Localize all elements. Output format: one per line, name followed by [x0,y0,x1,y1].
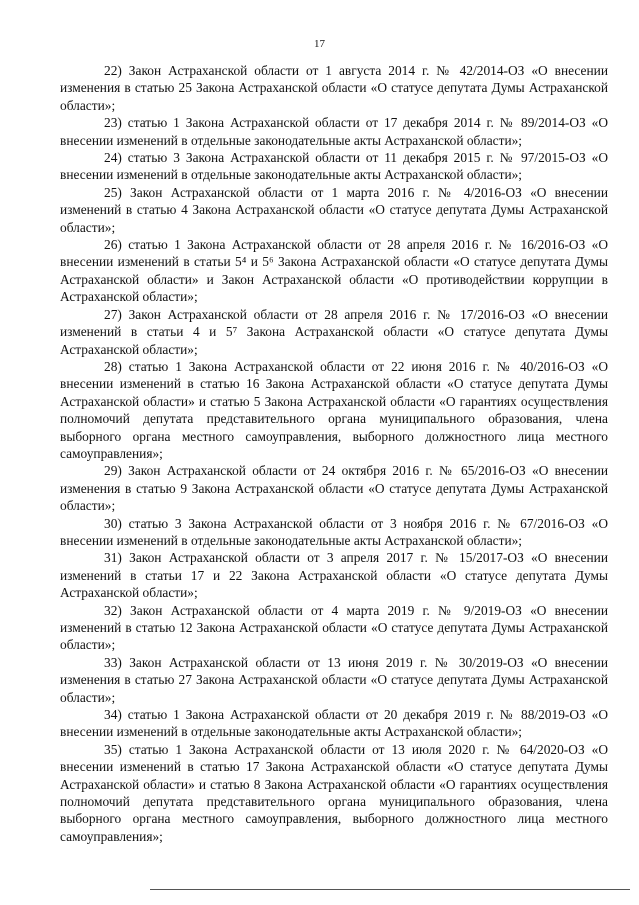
list-item: 35) статью 1 Закона Астраханской области от 13 июля 2020 г. № 64/2020-ОЗ «О внесении изменений в статью 17 Закона Астраханской области «О статусе депутата Думы Астраханской области» и статью 8 Закона Астраханской области «О гарантиях осуществления полномочий депутата представительного органа муниципального образования, члена выборного органа местного самоуправления, выборного должностного лица местного самоуправления»; [60,741,608,844]
list-item: 29) Закон Астраханской области от 24 октября 2016 г. № 65/2016-ОЗ «О внесении изменения в статью 9 Закона Астраханской области «О статусе депутата Думы Астраханской области»; [60,463,608,514]
list-item: 32) Закон Астраханской области от 4 марта 2019 г. № 9/2019-ОЗ «О внесении изменений в статью 12 Закона Астраханской области «О статусе депутата Думы Астраханской области»; [60,602,608,653]
list-item: 27) Закон Астраханской области от 28 апреля 2016 г. № 17/2016-ОЗ «О внесении изменений в статьи 4 и 5⁷ Закона Астраханской области «О статусе депутата Думы Астраханской области»; [60,306,608,357]
list-item: 31) Закон Астраханской области от 3 апреля 2017 г. № 15/2017-ОЗ «О внесении изменений в статьи 17 и 22 Закона Астраханской области «О статусе депутата Думы Астраханской области»; [60,550,608,601]
document-body [60,62,608,845]
list-item: 28) статью 1 Закона Астраханской области от 22 июня 2016 г. № 40/2016-ОЗ «О внесении изменений в статью 16 Закона Астраханской области «О статусе депутата Думы Астраханской области» и статью 5 Закона Астраханской области «О гарантиях осуществления полномочий депутата представительного органа муниципального образования, члена выборного органа местного самоуправления, выборного должностного лица местного самоуправления»; [60,358,608,461]
list-item: 33) Закон Астраханской области от 13 июня 2019 г. № 30/2019-ОЗ «О внесении изменения в статью 27 Закона Астраханской области «О статусе депутата Думы Астраханской области»; [60,654,608,705]
page-number: 17 [314,38,325,50]
list-item: 22) Закон Астраханской области от 1 августа 2014 г. № 42/2014-ОЗ «О внесении изменения в статью 25 Закона Астраханской области «О статусе депутата Думы Астраханской области»; [60,63,608,113]
list-item: 30) статью 3 Закона Астраханской области от 3 ноября 2016 г. № 67/2016-ОЗ «О внесении изменений в отдельные законодательные акты Астраханской области»; [60,515,608,548]
list-item: 23) статью 1 Закона Астраханской области от 17 декабря 2014 г. № 89/2014-ОЗ «О внесении изменений в отдельные законодательные акты Астраханской области»; [60,115,608,148]
page-edge-divider [150,889,630,890]
list-item: 25) Закон Астраханской области от 1 марта 2016 г. № 4/2016-ОЗ «О внесении изменений в статью 4 Закона Астраханской области «О статусе депутата Думы Астраханской области»; [60,184,608,235]
list-item: 34) статью 1 Закона Астраханской области от 20 декабря 2019 г. № 88/2019-ОЗ «О внесении изменений в отдельные законодательные акты Астраханской области»; [60,707,608,740]
list-item: 26) статью 1 Закона Астраханской области от 28 апреля 2016 г. № 16/2016-ОЗ «О внесении изменений в статьи 5⁴ и 5⁶ Закона Астраханской области «О статусе депутата Думы Астраханской области» и Закон Астраханской области «О противодействии коррупции в Астраханской области»; [60,237,608,305]
list-item: 24) статью 3 Закона Астраханской области от 11 декабря 2015 г. № 97/2015-ОЗ «О внесении изменений в отдельные законодательные акты Астраханской области»; [60,150,608,183]
